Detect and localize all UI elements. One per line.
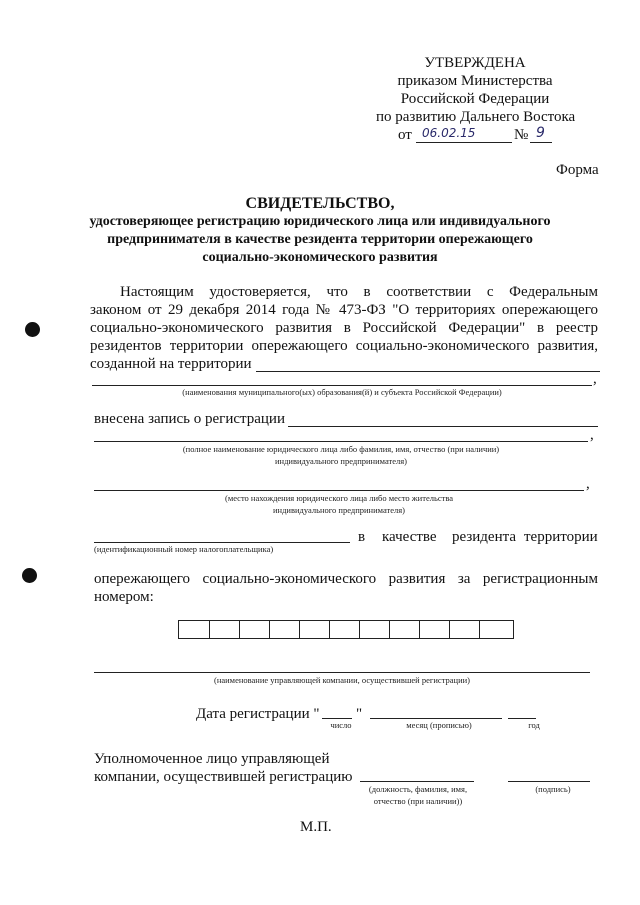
authorized-line-1: Уполномоченное лицо управляющей [94,751,330,767]
reg-digit-box [269,621,300,638]
territory-label: территории [524,529,598,545]
fullname-caption-2: индивидуального предпринимателя) [275,456,407,466]
day-caption: число [330,720,352,730]
registration-number-boxes [178,620,514,639]
reg-digit-box [179,621,210,638]
reg-digit-box [329,621,360,638]
body-line-3: социально-экономического развития в Российской Федерации" в реестр [90,320,598,336]
fullname-field [94,441,588,442]
stamp-place: М.П. [300,819,332,835]
advance-line-1: опережающего социально-экономического развития за регистрационным [94,571,598,587]
position-caption-1: (должность, фамилия, имя, [368,784,468,794]
approval-title: УТВЕРЖДЕНА [424,55,526,71]
fullname-caption-1: (полное наименование юридического лица либо фамилия, имя, отчество (при наличии) [182,444,500,454]
company-field [94,672,590,673]
advance-line-2: номером: [94,589,154,605]
position-caption-2: отчество (при наличии)) [373,796,463,806]
month-caption: месяц (прописью) [406,720,472,730]
year-caption: год [528,720,540,730]
approval-line-3: по развитию Дальнего Востока [376,109,576,125]
approval-number-label: № [514,127,529,143]
location-caption-1: (место нахождения юридического лица либо место жительства [224,493,453,503]
company-caption: (наименование управляющей компании, осуществившей регистрации) [213,675,471,685]
reg-digit-box [359,621,390,638]
reg-digit-box [449,621,480,638]
location-field [94,490,584,491]
approval-number: 9 [536,125,545,141]
resident-label: резидента [452,529,517,545]
approval-line-1: приказом Министерства [397,73,553,89]
body-line-2: законом от 29 декабря 2014 года № 473-ФЗ "О территориях опережающего [90,302,598,318]
body-line-5: созданной на территории [90,356,252,372]
form-label: Форма [556,162,599,178]
location-caption-2: индивидуального предпринимателя) [273,505,405,515]
approval-date: 06.02.15 [422,126,476,140]
reg-digit-box [209,621,240,638]
punch-hole-bottom [22,568,37,583]
approval-number-line [530,142,552,143]
heading-line-2: предпринимателя в качестве резидента территории опережающего [107,232,533,247]
approval-from-label: от [398,127,412,143]
reg-digit-box [239,621,270,638]
as-label: в [358,529,366,545]
punch-hole-top [25,322,40,337]
document-title: СВИДЕТЕЛЬСТВО, [245,195,395,212]
heading-line-3: социально-экономического развития [202,250,438,265]
location-comma: , [586,476,590,492]
authorized-line-2: компании, осуществившей регистрацию [94,769,353,785]
municipality-comma: , [593,371,597,387]
signature-caption: (подпись) [535,784,571,794]
date-label: Дата регистрации " [196,706,320,722]
reg-digit-box [389,621,420,638]
approval-date-line [416,142,512,143]
fullname-comma: , [590,427,594,443]
quality-label: качестве [382,529,437,545]
signature-field [508,781,590,782]
date-quote-close: " [356,706,363,722]
approval-line-2: Российской Федерации [400,91,550,107]
body-line-1: Настоящим удостоверяется, что в соответствии с Федеральным [120,284,598,300]
position-field [360,781,474,782]
municipality-caption: (наименования муниципального(ых) образования(й) и субъекта Российской Федерации) [182,387,502,397]
reg-digit-box [299,621,330,638]
heading-line-1: удостоверяющее регистрацию юридического лица или индивидуального [89,214,551,229]
territory-field-line [256,371,600,372]
record-field-line [288,426,598,427]
record-label: внесена запись о регистрации [94,411,285,427]
body-line-4: резидентов территории опережающего социально-экономического развития, [90,338,598,354]
reg-digit-box [419,621,450,638]
inn-caption: (идентификационный номер налогоплательщика) [94,544,274,554]
